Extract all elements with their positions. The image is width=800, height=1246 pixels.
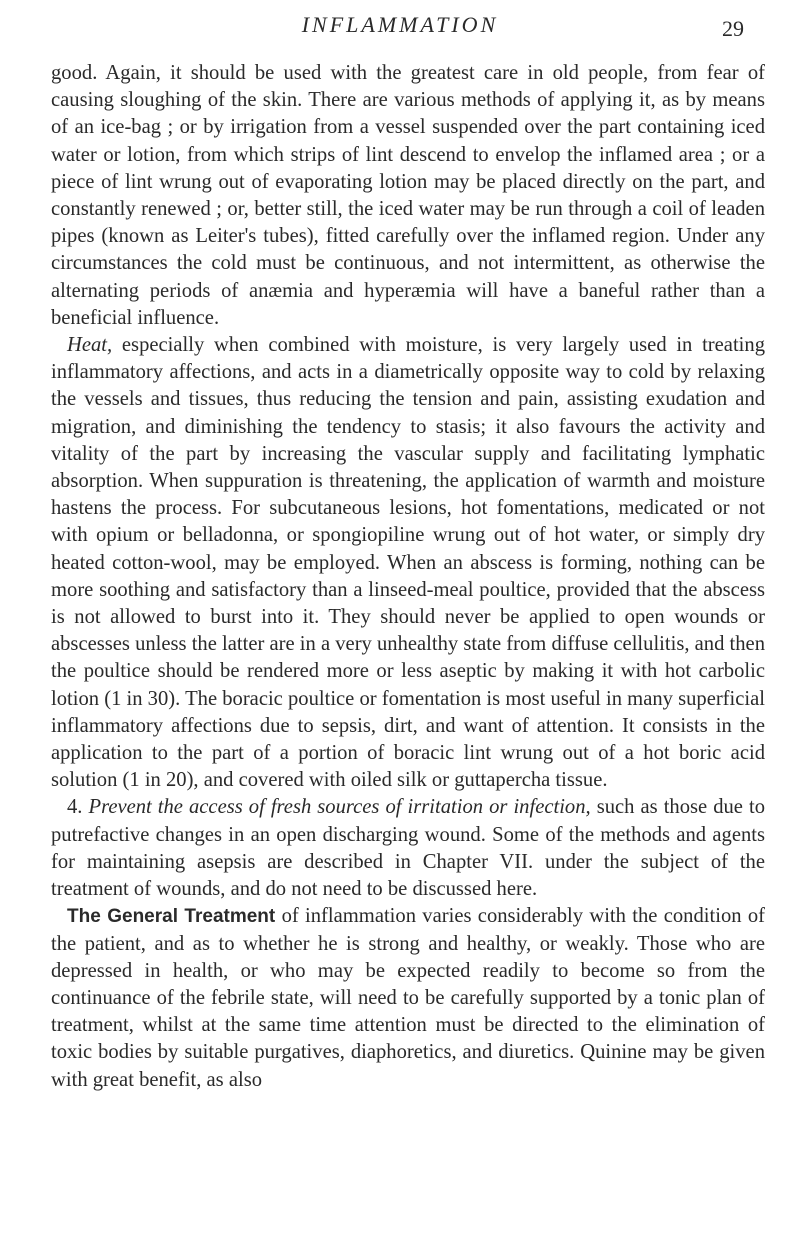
page-number: 29 bbox=[722, 16, 744, 41]
paragraph-text: such as those due to putrefactive changes in an open discharging wound. Some of the methods and agents for maintaining asepsis are described in Chapter VII. under the subject of the treatment of wounds, and do not need to be discussed here. bbox=[51, 796, 765, 901]
paragraph-general-treatment bbox=[51, 903, 765, 1093]
paragraph-number: 4. bbox=[67, 796, 89, 819]
paragraph-heat bbox=[51, 332, 765, 794]
paragraph-text: of inflammation varies considerably with the condition of the patient, and as to whether he is strong and healthy, or weakly. Those who are depressed in health, or who may be expected readily to become so from the continuance of the febrile state, will need to be carefully supported by a tonic plan of treatment, whilst at the same time attention must be directed to the elimination of toxic bodies by suitable purgatives, diaphoretics, and diuretics. Quinine may be given with great benefit, as also bbox=[51, 905, 766, 1091]
paragraph-prevent-access bbox=[51, 794, 765, 903]
paragraph-text: especially when combined with moisture, is very largely used in treating inflammatory affections, and acts in a diametrically opposite way to cold by relaxing the vessels and tissues, thus reducing the tension and pain, assisting exudation and migration, and diminishing the tendency to stasis; it also favours the activity and vitality of the part by increasing the vascular supply and facilitating lymphatic absorption. When suppuration is threatening, the application of warmth and moisture hastens the process. For subcutaneous lesions, hot fomentations, medicated or not with opium or belladonna, or spongiopiline wrung out of hot water, or simply dry heated cotton-wool, may be employed. When an abscess is forming, nothing can be more soothing and satisfactory than a linseed-meal poultice, provided that the abscess is not allowed to burst into it. They should never be applied to open wounds or abscesses unless the latter are in a very unhealthy state from diffuse cellulitis, and then the poultice should be rendered more or less aseptic by making it with hot carbolic lotion (1 in 30). The boracic poultice or fomentation is most useful in many superficial inflammatory affections due to sepsis, dirt, and want of attention. It consists in the application to the part of a portion of boracic lint wrung out of a hot boric acid solution (1 in 20), and covered with oiled silk or guttapercha tissue. bbox=[51, 334, 765, 792]
paragraph-cold-continued bbox=[51, 60, 765, 332]
paragraph-lead-italic: Heat, bbox=[67, 334, 113, 357]
paragraph-lead-italic: Prevent the access of fresh sources of irritation or infection, bbox=[88, 796, 591, 819]
running-head bbox=[0, 8, 800, 48]
body-text bbox=[51, 60, 765, 1094]
running-title: INFLAMMATION bbox=[301, 12, 499, 37]
paragraph-text: good. Again, it should be used with the greatest care in old people, from fear of causing sloughing of the skin. There are various methods of applying it, as by means of an ice-bag ; or by irrigation from a vessel suspended over the part containing iced water or lotion, from which strips of lint descend to envelop the inflamed area ; or a piece of lint wrung out of evaporating lotion may be placed directly on the part, and constantly renewed ; or, better still, the iced water may be run through a coil of leaden pipes (known as Leiter's tubes), fitted carefully over the inflamed region. Under any circumstances the cold must be continuous, and not intermittent, as otherwise the alternating periods of anæmia and hyperæmia will have a baneful rather than a beneficial influence. bbox=[51, 62, 765, 329]
paragraph-lead-bold: The General Treatment bbox=[67, 906, 276, 928]
